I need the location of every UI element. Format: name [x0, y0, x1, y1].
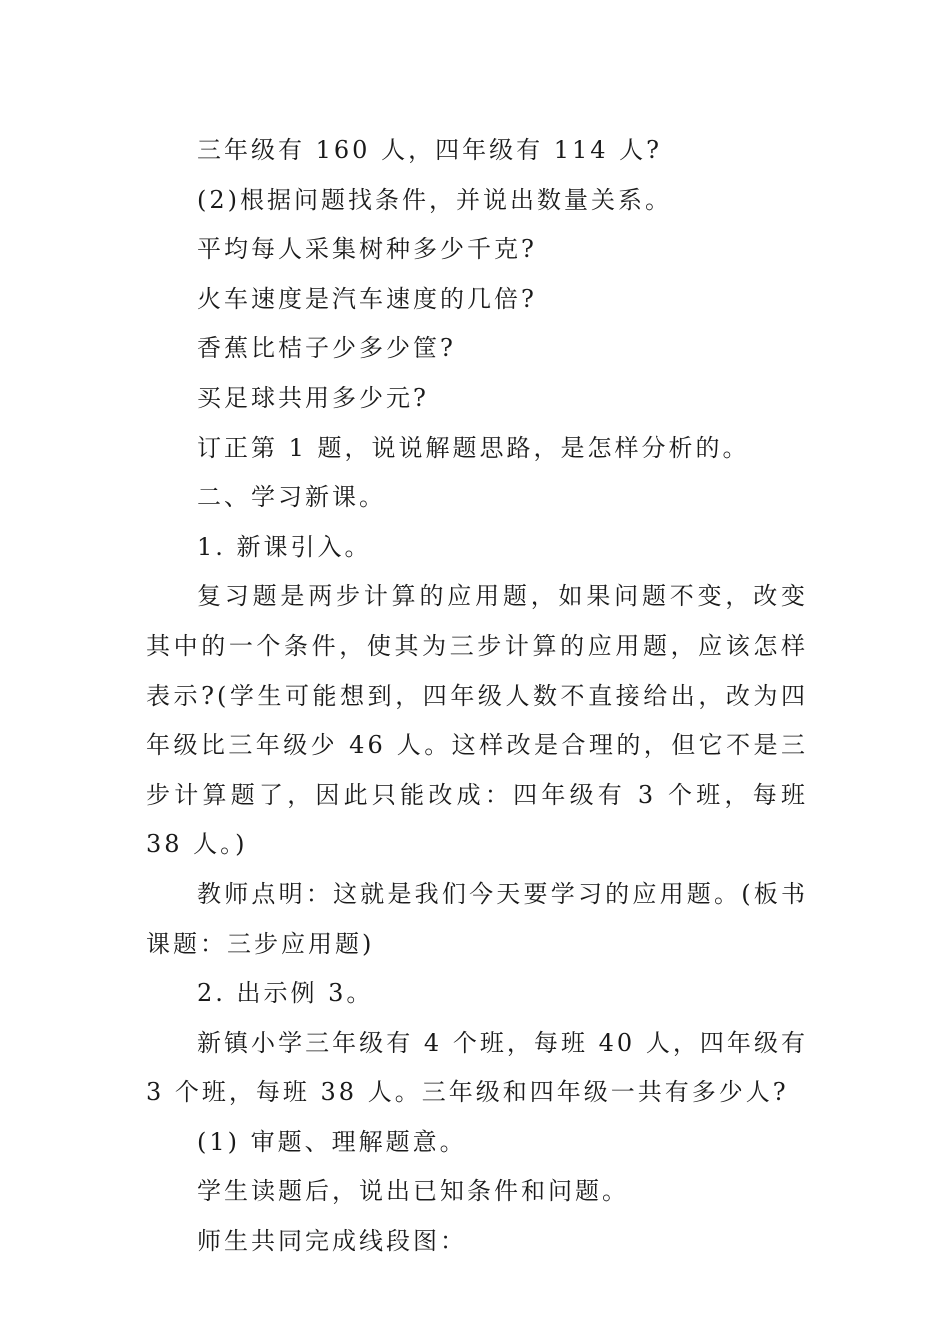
paragraph-train-question: 火车速度是汽车速度的几倍? [197, 284, 537, 313]
paragraph-seeds-question: 平均每人采集树种多少千克? [197, 235, 537, 264]
paragraph-line-diagram: 师生共同完成线段图： [197, 1227, 467, 1256]
paragraph-find-conditions: (2)根据问题找条件，并说出数量关系。 [197, 185, 672, 214]
paragraph-review-explanation: 复习题是两步计算的应用题，如果问题不变，改变其中的一个条件，使其为三步计算的应用题，应该怎样表示?(学生可能想到，四年级人数不直接给出，改为四年级比三年级少 46 人。这样改是合理的，但它不是三步计算题了，因此只能改成：四年级有 3 个班，每班 38 人。) [146, 582, 808, 859]
paragraph-student-reading: 学生读题后，说出已知条件和问题。 [197, 1177, 629, 1206]
paragraph-teacher-note: 教师点明：这就是我们今天要学习的应用题。(板书课题：三步应用题) [146, 879, 808, 958]
paragraph-example-problem: 新镇小学三年级有 4 个班，每班 40 人，四年级有 3 个班，每班 38 人。三年级和四年级一共有多少人? [146, 1028, 808, 1107]
paragraph-question-line: 三年级有 160 人，四年级有 114 人? [197, 136, 662, 164]
paragraph-review-step: (1) 审题、理解题意。 [197, 1127, 467, 1156]
document-body [146, 126, 808, 1267]
subheading-example-3: 2. 出示例 3。 [197, 979, 374, 1008]
subheading-introduction: 1. 新课引入。 [197, 532, 372, 561]
paragraph-football-question: 买足球共用多少元? [197, 383, 429, 412]
paragraph-correction: 订正第 1 题，说说解题思路，是怎样分析的。 [197, 433, 750, 462]
section-heading-new-lesson: 二、学习新课。 [197, 483, 386, 512]
paragraph-banana-question: 香蕉比桔子少多少筐? [197, 334, 456, 363]
